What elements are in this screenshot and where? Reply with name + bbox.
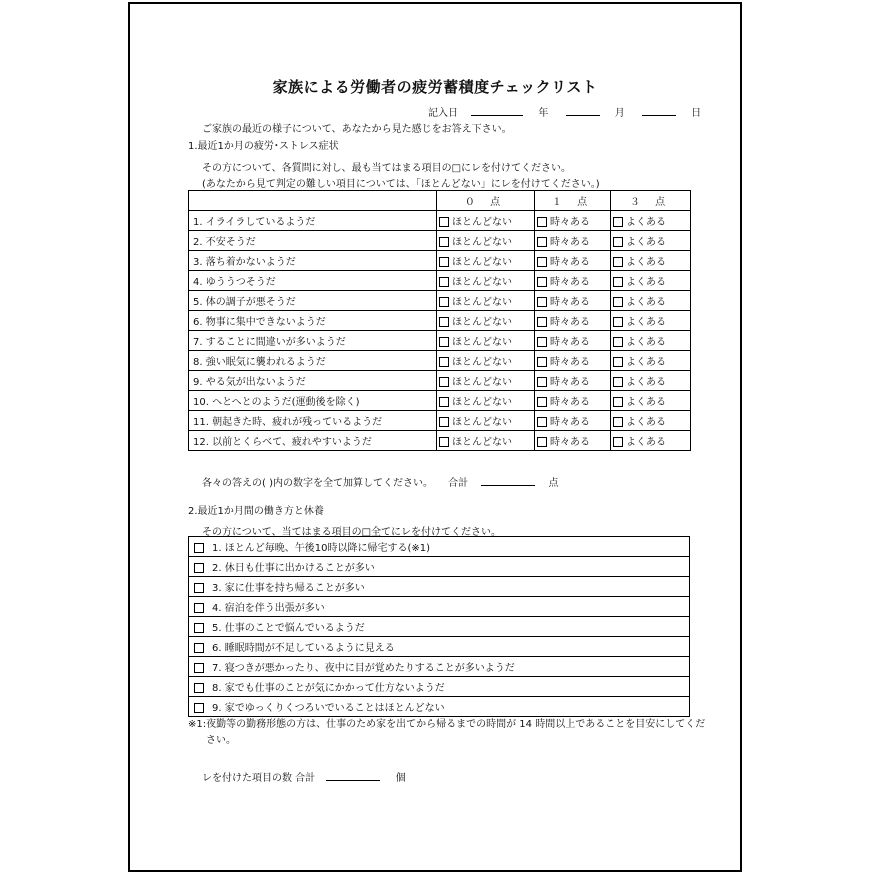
answer-checkbox[interactable]	[537, 317, 547, 327]
answer-label: 時々ある	[550, 317, 590, 328]
answer-cell	[611, 331, 691, 351]
answer-cell	[535, 231, 611, 251]
work-style-cell	[189, 597, 690, 617]
answer-cell	[611, 371, 691, 391]
day-label: 日	[691, 108, 702, 119]
answer-checkbox[interactable]	[439, 377, 449, 387]
sum-instruction: 各々の答えの( )内の数字を全て加算してください。	[202, 478, 433, 489]
answer-checkbox[interactable]	[439, 417, 449, 427]
answer-checkbox[interactable]	[439, 277, 449, 287]
checklist-page	[128, 2, 742, 872]
answer-label: ほとんどない	[452, 357, 512, 368]
answer-checkbox[interactable]	[439, 437, 449, 447]
count-unit: 個	[395, 773, 406, 784]
symptom-row	[189, 431, 691, 451]
header-1-point: １ 点	[535, 191, 611, 211]
work-style-cell	[189, 637, 690, 657]
work-style-row	[189, 537, 690, 557]
header-blank	[189, 191, 437, 211]
answer-cell	[611, 291, 691, 311]
symptom-row	[189, 411, 691, 431]
answer-cell	[611, 251, 691, 271]
answer-checkbox[interactable]	[439, 397, 449, 407]
symptom-row	[189, 271, 691, 291]
answer-cell	[437, 371, 535, 391]
work-style-label: 2. 休日も仕事に出かけることが多い	[212, 563, 375, 574]
answer-cell	[611, 411, 691, 431]
answer-cell	[535, 251, 611, 271]
date-line	[428, 104, 701, 119]
symptom-row	[189, 391, 691, 411]
month-field[interactable]	[566, 105, 600, 116]
answer-checkbox[interactable]	[537, 237, 547, 247]
answer-cell	[437, 351, 535, 371]
work-style-label: 8. 家でも仕事のことが気にかかって仕方ないようだ	[212, 683, 445, 694]
work-style-label: 5. 仕事のことで悩んでいるようだ	[212, 623, 365, 634]
answer-label: ほとんどない	[452, 217, 512, 228]
work-style-row	[189, 557, 690, 577]
day-field[interactable]	[642, 105, 676, 116]
footnote-line2: さい。	[206, 735, 236, 746]
symptom-label: 3. 落ち着かないようだ	[189, 251, 437, 271]
answer-cell	[535, 411, 611, 431]
answer-cell	[437, 311, 535, 331]
answer-checkbox[interactable]	[537, 437, 547, 447]
symptom-label: 10. へとへとのようだ(運動後を除く)	[189, 391, 437, 411]
count-line	[202, 769, 406, 784]
sum-field[interactable]	[481, 475, 535, 486]
work-style-label: 1. ほとんど毎晩、午後10時以降に帰宅する(※1)	[212, 543, 430, 554]
work-style-label: 7. 寝つきが悪かったり、夜中に目が覚めたりすることが多いようだ	[212, 663, 515, 674]
answer-checkbox[interactable]	[613, 417, 623, 427]
answer-cell	[437, 391, 535, 411]
answer-checkbox[interactable]	[613, 377, 623, 387]
work-style-cell	[189, 677, 690, 697]
answer-checkbox[interactable]	[537, 277, 547, 287]
answer-checkbox[interactable]	[439, 297, 449, 307]
work-style-row	[189, 597, 690, 617]
work-style-row	[189, 617, 690, 637]
symptom-label: 9. やる気が出ないようだ	[189, 371, 437, 391]
answer-checkbox[interactable]	[613, 397, 623, 407]
answer-label: ほとんどない	[452, 317, 512, 328]
answer-checkbox[interactable]	[613, 297, 623, 307]
answer-cell	[535, 291, 611, 311]
answer-label: よくある	[626, 437, 666, 448]
answer-label: よくある	[626, 317, 666, 328]
answer-label: よくある	[626, 337, 666, 348]
work-style-checkbox[interactable]	[194, 543, 204, 553]
answer-label: 時々ある	[550, 237, 590, 248]
header-0-points: ０ 点	[437, 191, 535, 211]
answer-cell	[611, 211, 691, 231]
section2-instruction: その方について、当てはまる項目の□全てにレを付けてください。	[202, 527, 502, 538]
answer-label: 時々ある	[550, 337, 590, 348]
answer-checkbox[interactable]	[537, 357, 547, 367]
answer-cell	[437, 431, 535, 451]
work-style-row	[189, 577, 690, 597]
answer-cell	[437, 211, 535, 231]
answer-checkbox[interactable]	[439, 217, 449, 227]
work-style-checkbox[interactable]	[194, 703, 204, 713]
answer-label: ほとんどない	[452, 297, 512, 308]
answer-cell	[535, 331, 611, 351]
footnote-line1: ※1:夜勤等の勤務形態の方は、仕事のため家を出てから帰るまでの時間が 14 時間以上であることを目安にしてくだ	[188, 719, 706, 730]
year-label: 年	[538, 108, 549, 119]
count-label: レを付けた項目の数 合計	[202, 773, 316, 784]
work-style-checkbox[interactable]	[194, 683, 204, 693]
work-style-checkbox[interactable]	[194, 603, 204, 613]
date-label: 記入日	[428, 108, 458, 119]
table-header-row	[189, 191, 691, 211]
header-3-points: ３ 点	[611, 191, 691, 211]
work-style-label: 3. 家に仕事を持ち帰ることが多い	[212, 583, 365, 594]
answer-label: よくある	[626, 377, 666, 388]
answer-label: 時々ある	[550, 357, 590, 368]
answer-label: 時々ある	[550, 217, 590, 228]
answer-checkbox[interactable]	[537, 217, 547, 227]
answer-label: よくある	[626, 397, 666, 408]
count-field[interactable]	[326, 770, 380, 781]
answer-cell	[437, 411, 535, 431]
answer-label: 時々ある	[550, 297, 590, 308]
answer-label: ほとんどない	[452, 417, 512, 428]
answer-cell	[535, 431, 611, 451]
answer-cell	[437, 331, 535, 351]
answer-cell	[437, 251, 535, 271]
work-style-label: 9. 家でゆっくりくつろいでいることはほとんどない	[212, 703, 445, 714]
symptom-row	[189, 251, 691, 271]
answer-checkbox[interactable]	[439, 337, 449, 347]
work-style-cell	[189, 557, 690, 577]
work-style-checkbox[interactable]	[194, 663, 204, 673]
answer-checkbox[interactable]	[613, 337, 623, 347]
answer-cell	[535, 351, 611, 371]
answer-checkbox[interactable]	[537, 417, 547, 427]
answer-label: よくある	[626, 357, 666, 368]
answer-label: ほとんどない	[452, 337, 512, 348]
answer-label: ほとんどない	[452, 257, 512, 268]
answer-label: よくある	[626, 417, 666, 428]
answer-label: ほとんどない	[452, 397, 512, 408]
answer-checkbox[interactable]	[537, 397, 547, 407]
answer-cell	[611, 391, 691, 411]
work-style-row	[189, 657, 690, 677]
work-style-cell	[189, 697, 690, 717]
work-style-cell	[189, 657, 690, 677]
answer-checkbox[interactable]	[439, 357, 449, 367]
section1-instruction: その方について、各質問に対し、最も当てはまる項目の□にレを付けてください。	[202, 163, 572, 174]
symptom-label: 2. 不安そうだ	[189, 231, 437, 251]
symptom-label: 12. 以前とくらべて、疲れやすいようだ	[189, 431, 437, 451]
answer-cell	[611, 351, 691, 371]
answer-checkbox[interactable]	[613, 277, 623, 287]
symptom-row	[189, 291, 691, 311]
answer-label: よくある	[626, 217, 666, 228]
symptom-label: 6. 物事に集中できないようだ	[189, 311, 437, 331]
answer-label: よくある	[626, 297, 666, 308]
symptom-row	[189, 351, 691, 371]
answer-cell	[535, 271, 611, 291]
answer-checkbox[interactable]	[537, 257, 547, 267]
answer-cell	[437, 291, 535, 311]
answer-cell	[535, 391, 611, 411]
symptom-table	[188, 190, 691, 451]
answer-checkbox[interactable]	[537, 297, 547, 307]
answer-label: ほとんどない	[452, 277, 512, 288]
answer-cell	[535, 371, 611, 391]
answer-cell	[611, 431, 691, 451]
answer-checkbox[interactable]	[537, 337, 547, 347]
work-style-checkbox[interactable]	[194, 563, 204, 573]
work-style-checkbox[interactable]	[194, 643, 204, 653]
work-style-row	[189, 677, 690, 697]
symptom-label: 4. ゆううつそうだ	[189, 271, 437, 291]
answer-checkbox[interactable]	[613, 357, 623, 367]
work-style-row	[189, 637, 690, 657]
answer-cell	[535, 311, 611, 331]
answer-label: ほとんどない	[452, 377, 512, 388]
answer-label: よくある	[626, 237, 666, 248]
answer-label: 時々ある	[550, 397, 590, 408]
symptom-row	[189, 231, 691, 251]
answer-cell	[611, 311, 691, 331]
answer-checkbox[interactable]	[613, 217, 623, 227]
answer-checkbox[interactable]	[537, 377, 547, 387]
work-style-label: 6. 睡眠時間が不足しているように見える	[212, 643, 395, 654]
work-style-checkbox[interactable]	[194, 623, 204, 633]
answer-label: 時々ある	[550, 257, 590, 268]
answer-checkbox[interactable]	[439, 317, 449, 327]
answer-label: 時々ある	[550, 277, 590, 288]
work-style-cell	[189, 617, 690, 637]
page-title: 家族による労働者の疲労蓄積度チェックリスト	[272, 78, 598, 96]
symptom-row	[189, 211, 691, 231]
work-style-cell	[189, 537, 690, 557]
answer-label: よくある	[626, 277, 666, 288]
work-style-row	[189, 697, 690, 717]
sum-unit: 点	[548, 478, 559, 489]
symptom-row	[189, 331, 691, 351]
answer-cell	[437, 231, 535, 251]
sum-line	[202, 474, 559, 489]
sum-label: 合計	[448, 478, 469, 489]
answer-label: 時々ある	[550, 437, 590, 448]
answer-cell	[535, 211, 611, 231]
symptom-label: 7. することに間違いが多いようだ	[189, 331, 437, 351]
month-label: 月	[614, 108, 625, 119]
answer-label: ほとんどない	[452, 437, 512, 448]
answer-checkbox[interactable]	[439, 257, 449, 267]
symptom-row	[189, 371, 691, 391]
symptom-label: 11. 朝起きた時、疲れが残っているようだ	[189, 411, 437, 431]
section2-heading: 2.最近1か月間の働き方と休養	[188, 506, 324, 517]
section1-note: (あなたから見て判定の難しい項目については、「ほとんどない」にレを付けてください。)	[202, 179, 600, 190]
answer-checkbox[interactable]	[439, 237, 449, 247]
section1-heading: 1.最近1か月の疲労･ストレス症状	[188, 141, 339, 152]
work-style-cell	[189, 577, 690, 597]
intro-text: ご家族の最近の様子について、あなたから見た感じをお答え下さい。	[202, 124, 512, 135]
answer-checkbox[interactable]	[613, 437, 623, 447]
answer-checkbox[interactable]	[613, 257, 623, 267]
answer-cell	[611, 231, 691, 251]
answer-label: 時々ある	[550, 377, 590, 388]
symptom-label: 5. 体の調子が悪そうだ	[189, 291, 437, 311]
work-style-label: 4. 宿泊を伴う出張が多い	[212, 603, 325, 614]
symptom-label: 8. 強い眠気に襲われるようだ	[189, 351, 437, 371]
answer-label: ほとんどない	[452, 237, 512, 248]
answer-cell	[437, 271, 535, 291]
work-style-table	[188, 536, 690, 717]
answer-checkbox[interactable]	[613, 237, 623, 247]
answer-label: 時々ある	[550, 417, 590, 428]
answer-checkbox[interactable]	[613, 317, 623, 327]
symptom-row	[189, 311, 691, 331]
symptom-label: 1. イライラしているようだ	[189, 211, 437, 231]
answer-cell	[611, 271, 691, 291]
work-style-checkbox[interactable]	[194, 583, 204, 593]
year-field[interactable]	[471, 105, 523, 116]
answer-label: よくある	[626, 257, 666, 268]
